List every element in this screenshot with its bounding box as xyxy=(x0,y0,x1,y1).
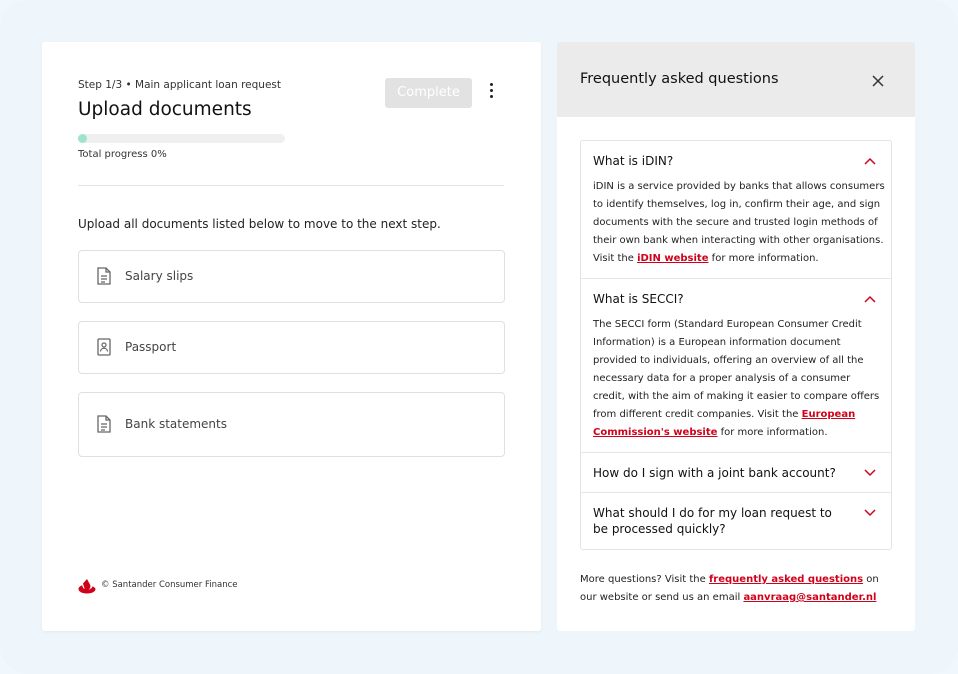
progress-fill xyxy=(78,134,87,143)
faq-question[interactable]: How do I sign with a joint bank account? xyxy=(593,466,836,480)
faq-question[interactable]: What is iDIN? xyxy=(593,154,674,168)
document-item-bank-statements[interactable] xyxy=(78,392,505,457)
progress-label: Total progress 0% xyxy=(78,149,167,160)
upload-instructions: Upload all documents listed below to move to the next step. xyxy=(78,217,441,231)
faq-item-secci xyxy=(581,278,891,453)
chevron-down-icon[interactable] xyxy=(864,469,876,477)
faq-item-joint-account[interactable] xyxy=(581,452,891,493)
faq-link[interactable]: frequently asked questions xyxy=(708,574,864,585)
progress-bar xyxy=(78,134,285,143)
complete-button[interactable]: Complete xyxy=(385,78,472,108)
faq-question[interactable]: What should I do for my loan request to be processed quickly? xyxy=(593,506,832,536)
more-text: on our website or send us an email xyxy=(580,574,879,603)
faq-answer xyxy=(593,178,885,268)
faq-header xyxy=(557,42,915,117)
more-questions-text xyxy=(580,571,895,607)
passport-icon xyxy=(97,338,111,356)
faq-item-processed-quickly[interactable] xyxy=(581,492,891,550)
faq-answer-text: for more information. xyxy=(717,427,828,438)
step-indicator: Step 1/3 • Main applicant loan request xyxy=(78,79,282,91)
faq-panel xyxy=(557,42,915,631)
faq-answer-text: for more information. xyxy=(708,253,819,264)
footer-copyright: © Santander Consumer Finance xyxy=(101,580,238,590)
divider xyxy=(78,185,504,186)
faq-title: Frequently asked questions xyxy=(580,71,779,87)
document-icon xyxy=(97,415,111,433)
document-label: Salary slips xyxy=(125,269,194,283)
chevron-down-icon[interactable] xyxy=(864,509,876,517)
page-title: Upload documents xyxy=(78,99,252,120)
document-item-salary-slips[interactable] xyxy=(78,250,505,303)
close-icon[interactable] xyxy=(871,74,885,88)
santander-flame-icon xyxy=(78,578,96,594)
email-link[interactable]: aanvraag@santander.nl xyxy=(743,592,877,603)
faq-answer xyxy=(593,316,885,442)
document-label: Passport xyxy=(125,340,177,354)
european-commission-link[interactable]: European Commission's website xyxy=(593,409,856,438)
faq-answer-text: iDIN is a service provided by banks that allows consumers to identify themselves, log in, confirm their age, and sign documents with the secure and trusted login methods of their own bank when interacting with other organisations. Visit the xyxy=(593,181,885,264)
idin-website-link[interactable]: iDIN website xyxy=(637,253,709,264)
faq-accordion xyxy=(580,140,892,550)
upload-documents-panel xyxy=(42,42,541,631)
chevron-up-icon[interactable] xyxy=(864,157,876,165)
more-options-icon[interactable] xyxy=(484,83,498,103)
document-label: Bank statements xyxy=(125,417,227,431)
more-text: More questions? Visit the xyxy=(580,574,709,585)
faq-question[interactable]: What is SECCI? xyxy=(593,292,684,306)
faq-item-idin xyxy=(581,141,891,278)
faq-answer-text: The SECCI form (Standard European Consumer Credit Information) is a European information document provided to individuals, offering an overview of all the necessary data for a proper analysis of a consumer credit, with the aim of making it easier to compare offers from different credit companies. Visit the xyxy=(593,319,880,420)
document-icon xyxy=(97,267,111,285)
document-item-passport[interactable] xyxy=(78,321,505,374)
chevron-up-icon[interactable] xyxy=(864,295,876,303)
